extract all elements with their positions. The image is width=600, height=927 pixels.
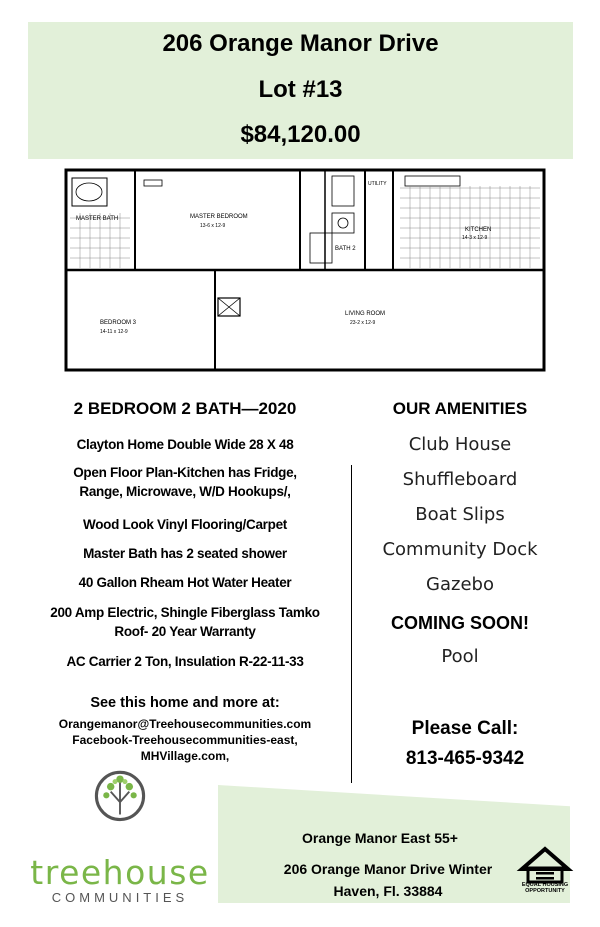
feature-water-heater: 40 Gallon Rheam Hot Water Heater [78,575,292,590]
floor-plan [60,158,548,382]
room-master-bedroom-size: 13-6 x 12-9 [200,223,226,229]
amenity-item: Gazebo [426,574,494,595]
room-bath2: BATH 2 [335,246,356,252]
price: $84,120.00 [240,121,361,148]
room-kitchen-size: 14-3 x 12-9 [462,235,488,241]
coming-soon-item: Pool [441,646,479,667]
room-master-bedroom: MASTER BEDROOM [190,214,248,220]
feature-flooring: Wood Look Vinyl Flooring/Carpet [83,517,287,532]
tree-logo-icon [20,768,220,858]
coming-soon-heading: COMING SOON! [391,613,529,633]
amenity-item: Boat Slips [415,504,505,525]
amenities-title: OUR AMENITIES [392,399,528,418]
column-divider [351,465,352,783]
logo-wordmark: treehouse [30,853,210,892]
community-address [258,858,518,902]
amenity-item: Community Dock [382,539,538,560]
room-bedroom3-size: 14-11 x 12-9 [100,329,128,335]
equal-housing-text [506,882,584,894]
feature-floor-plan-2: Range, Microwave, W/D Hookups/, [79,484,291,499]
amenity-item: Shuffleboard [402,469,518,490]
call-phone[interactable]: 813-465-9342 [405,748,525,769]
feature-model: Clayton Home Double Wide 28 X 48 [76,437,294,452]
feature-floor-plan-1: Open Floor Plan-Kitchen has Fridge, [73,465,297,480]
contact-mhvillage[interactable]: MHVillage.com, [140,749,230,763]
amenity-item: Club House [408,434,512,455]
feature-electric-roof-1: 200 Amp Electric, Shingle Fiberglass Tamko [50,605,320,620]
header-banner [28,22,573,159]
community-name: Orange Manor East 55+ [301,830,458,846]
address-line-1: 206 Orange Manor Drive Winter [283,861,493,877]
room-living-room-size: 23-2 x 12-9 [350,320,376,326]
contact-email[interactable]: Orangemanor@Treehousecommunities.com [58,717,312,731]
feature-ac: AC Carrier 2 Ton, Insulation R-22-11-33 [66,654,304,669]
room-master-bath: MASTER BATH [76,216,119,222]
logo-subtitle: COMMUNITIES [51,890,189,905]
eho-line-2: OPPORTUNITY [525,888,565,894]
eho-line-1: EQUAL HOUSING [521,882,569,888]
room-living-room: LIVING ROOM [345,311,386,317]
room-bedroom3: BEDROOM 3 [100,320,137,326]
address-line-2: Haven, Fl. 33884 [333,883,443,899]
feature-master-bath: Master Bath has 2 seated shower [83,546,287,561]
lot-number: Lot #13 [258,76,343,103]
room-utility: UTILITY [368,181,387,187]
feature-electric-roof-2: Roof- 20 Year Warranty [114,624,256,639]
room-kitchen: KITCHEN [465,227,492,233]
details-title: 2 BEDROOM 2 BATH—2020 [73,399,297,418]
see-more-heading: See this home and more at: [90,695,280,711]
contact-facebook[interactable]: Facebook-Treehousecommunities-east, [72,733,298,747]
call-label: Please Call: [411,718,519,739]
property-address: 206 Orange Manor Drive [162,30,439,57]
